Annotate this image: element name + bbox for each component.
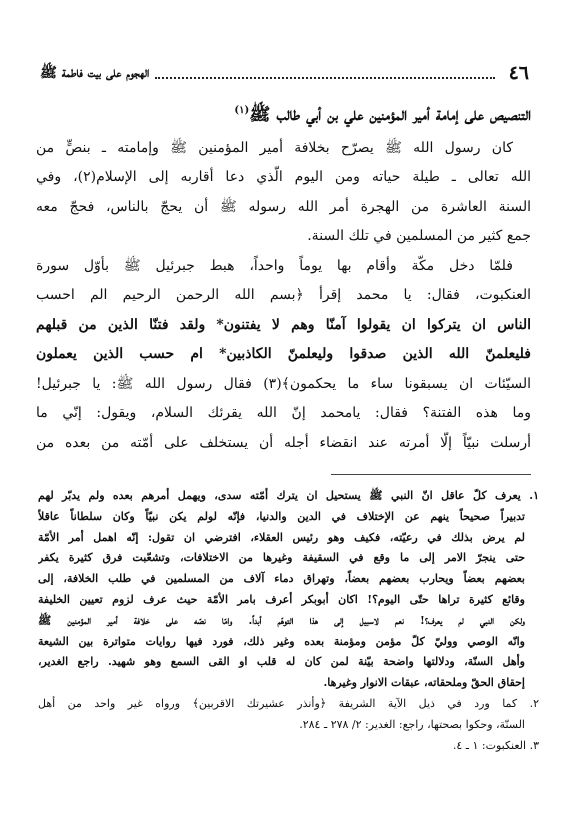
footnote-line: ٣. العنكبوت: ١ ـ ٤. <box>452 738 539 752</box>
section-heading <box>36 96 531 130</box>
paragraph-2 <box>36 252 531 459</box>
paragraph-line: أرسلت نبيّاً إلّا أمرته عند انقضاء أجله أن يستخلف على أمّته من بعده من <box>36 434 531 451</box>
footnote-line: السنّة، وحكوا بصحتها، راجع: الغدير: ٢/ ٢٧٨ ـ ٢٨٤. <box>299 717 525 731</box>
paragraph-1 <box>36 134 531 252</box>
paragraph-line: السنة العاشرة من الهجرة أمر الله رسوله ﷺ أن يحجّ بالناس، فحجّ معه <box>36 198 531 215</box>
section-heading-text: التنصيص على إمامة أمير المؤمنين علي بن أبي طالب ﷺ <box>249 104 531 125</box>
footnote-line: ولكن النبي لم يعرف؟! نعم لاسبيل إلى هذا التوهّم أبداً. وامّا نصّه على خلافة أمير المؤمنين ﷺ <box>38 613 525 627</box>
paragraph-line: جمع كثير من المسلمين في تلك السنة. <box>307 228 531 245</box>
quran-quote-line: الناس ان يتركوا ان يقولوا آمنّا وهم لا يفتنون* ولقد فتنّا الذين من قبلهم <box>36 316 531 333</box>
footnote-2 <box>38 694 539 736</box>
footnote-line: وأهل السنّة، ودلالتها واضحة بيّنة لمن كان له قلب او القى السمع وهو شهيد. راجع الغدير، <box>38 655 525 669</box>
page-header <box>40 62 529 84</box>
footnote-line: بعضهم بعضاً ويحارب بعضهم بعضاً، وتهراق دماء آلاف من المسلمين في طلب الخلافة، إلى <box>38 572 525 586</box>
heading-footnote-ref: (١) <box>234 105 250 116</box>
footnote-line: ٢. كما ورد في ذيل الآية الشريفة ﴿وأنذر عشيرتك الاقربين﴾ ورواه غير واحد من أهل <box>38 696 539 710</box>
quran-quote-line: فليعلمنّ الله الذين صدقوا وليعلمنّ الكاذبين* ام حسب الذين يعملون <box>36 346 531 363</box>
footnote-line: لم يرض بذلك في رعيّته، فكيف وهو رئيس العقلاء، افترضي ان تقول: إنّه اهمل أمر الأمّة <box>38 530 525 544</box>
paragraph-line: الله تعالى ـ طيلة حياته ومن اليوم الّذي دعا أقاربه إلى الإسلام(٢)، وفي <box>36 169 531 186</box>
footnote-1 <box>38 486 539 694</box>
footnote-line: ١. يعرف كلّ عاقل انّ النبي ﷺ يستحيل ان يترك أمّته سدى، ويهمل أمرهم بعده ولم يدبّر لهم <box>38 489 539 502</box>
footnote-line: وقائع كثيرة تراها حتّى اليوم؟! اكان أبوبكر أعرف بامر الأمّة حيث عرف لزوم تعيين الخليفة <box>38 592 525 606</box>
footnote-3 <box>38 736 539 757</box>
footnote-divider <box>331 474 531 475</box>
footnote-line: تدبيراً صحيحاً ينهم عن الإختلاف في الدين والدنيا، فإنّه لولم يكن نبيّاً وكان سلطاناً عاقلاً <box>38 509 525 523</box>
main-text <box>36 96 531 458</box>
page-number: ٤٦ <box>508 62 529 84</box>
paragraph-line: كان رسول الله ﷺ يصرّح بخلافة أمير المؤمنين ﷺ وإمامته ـ بنصٍّ من <box>36 139 513 156</box>
header-dotted-leader <box>155 77 494 79</box>
footnote-line: وانّه الوصي ووليّ كلّ مؤمن ومؤمنة بعده وغير ذلك، فورد فيها روايات متواترة بين الشيعة <box>38 634 525 648</box>
footnote-line: إحقاق الحقّ وملحقاته، عبقات الانوار وغيرها. <box>323 676 525 690</box>
paragraph-line: وما هذه الفتنة؟ فقال: يامحمد إنّ الله يقرئك السلام، ويقول: إنّي ما <box>36 405 531 422</box>
footnote-line: حتى ينجرّ الامر إلى ما وقع في السقيفة وغيرها من الاختلافات، وتشعّبت فرق كثيرة يكفر <box>38 551 525 565</box>
footnotes <box>38 486 539 756</box>
running-title: الهجوم على بيت فاطمة ﷺ <box>40 65 150 81</box>
paragraph-line: السيّئات ان يسبقونا ساء ما يحكمون﴾(٣) فقال رسول الله ﷺ: يا جبرئيل! <box>36 375 531 392</box>
paragraph-line: العنكبوت، فقال: يا محمد إقرأ ﴿بسم الله الرحمن الرحيم الم احسب <box>36 287 531 304</box>
paragraph-line: فلمّا دخل مكّة وأقام بها يوماً واحداً، هبط جبرئيل ﷺ بأوّل سورة <box>36 257 513 274</box>
